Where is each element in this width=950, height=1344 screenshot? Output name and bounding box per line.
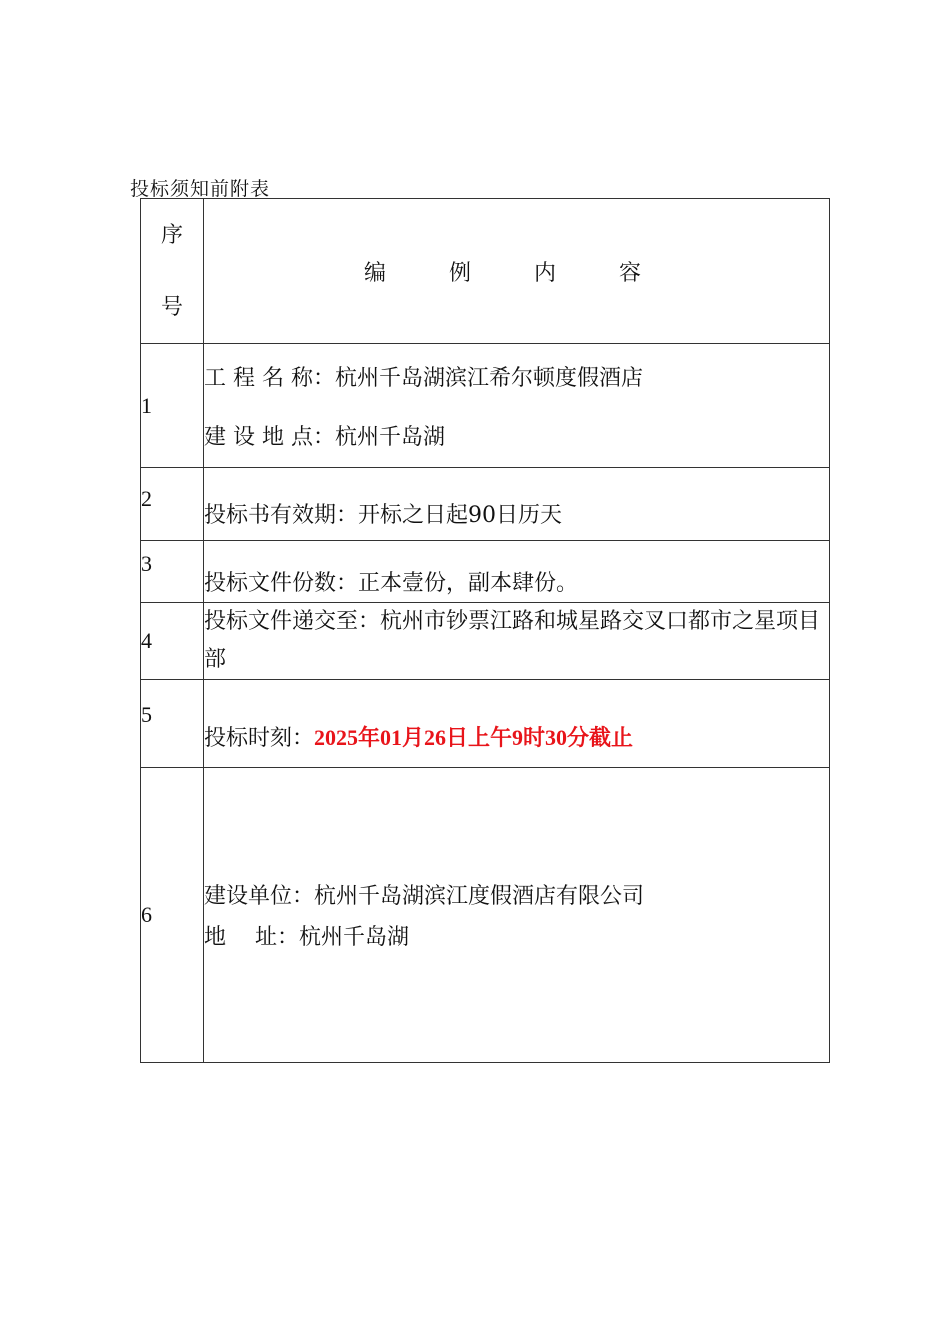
table-row: [141, 541, 830, 603]
header-seq-char-1: 序: [160, 222, 183, 247]
owner-unit: 建设单位：杭州千岛湖滨江度假酒店有限公司: [204, 884, 645, 909]
table-caption: 投标须知前附表: [130, 178, 271, 200]
row-number: 5: [141, 680, 204, 768]
table-row: [141, 468, 830, 541]
row-content: [204, 344, 830, 468]
header-seq-cell: [141, 199, 204, 344]
bid-deadline-value: 2025年01月26日上午9时30分截止: [314, 725, 634, 750]
header-seq-char-2: 号: [160, 294, 183, 319]
bid-deadline: [204, 721, 829, 752]
row-content: [204, 768, 830, 1063]
row-number: 2: [141, 468, 204, 541]
table-header-row: [141, 199, 830, 344]
table-row: [141, 603, 830, 680]
table-row: [141, 680, 830, 768]
table-row: [141, 768, 830, 1063]
project-name: 工 程 名 称：杭州千岛湖滨江希尔顿度假酒店: [204, 365, 643, 391]
bid-submission-address: 投标文件递交至：杭州市钞票江路和城星路交叉口都市之星项目部: [204, 609, 821, 672]
row-content: [204, 603, 830, 680]
bid-validity: 投标书有效期：开标之日起90日历天: [204, 502, 562, 528]
row-content: [204, 680, 830, 768]
bid-deadline-label: 投标时刻：: [204, 726, 315, 751]
header-content-cell: 编 例 内 容: [204, 199, 830, 344]
bid-notice-table: [140, 198, 830, 1063]
bid-copies: 投标文件份数：正本壹份，副本肆份。: [204, 571, 579, 596]
row-content: [204, 541, 830, 603]
row-number: 3: [141, 541, 204, 603]
row-number: 1: [141, 344, 204, 468]
project-location: 建 设 地 点：杭州千岛湖: [204, 424, 445, 450]
row-number: 6: [141, 768, 204, 1063]
table-row: [141, 344, 830, 468]
row-number: 4: [141, 603, 204, 680]
row-content: [204, 468, 830, 541]
owner-address: 地 址：杭州千岛湖: [204, 925, 409, 950]
